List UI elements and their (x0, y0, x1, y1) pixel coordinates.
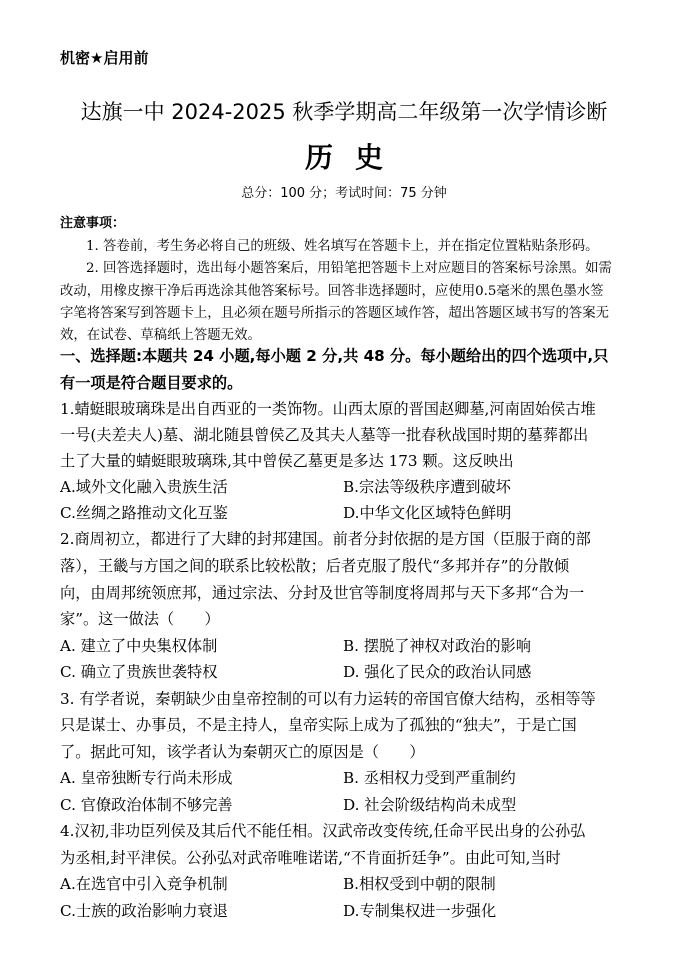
question-stem: 4.汉初,非功臣列侯及其后代不能任相。汉武帝改变传统,任命平民出身的公孙弘 (60, 822, 586, 840)
exam-title: 达旗一中 2024-2025 秋季学期高二年级第一次学情诊断 (80, 100, 608, 124)
question-stem: 土了大量的蜻蜓眼玻璃珠,其中曾侯乙墓更是多达 173 颗。这反映出 (60, 452, 514, 470)
note-line: 1. 答卷前，考生务必将自己的班级、姓名填写在答题卡上，并在指定位置粘贴条形码。 (86, 239, 599, 254)
section-heading: 一、选择题:本题共 24 小题,每小题 2 分,共 48 分。每小题给出的四个选项中,只 (60, 347, 609, 365)
option-c: C.丝绸之路推动文化互鉴 (60, 504, 228, 522)
question-stem: 向，由周邦统领庶邦，通过宗法、分封及世官等制度将周邦与天下多邦“合为一 (60, 584, 585, 602)
option-d: D. 社会阶级结构尚未成型 (343, 796, 517, 814)
confidential-label: 机密★启用前 (60, 49, 149, 67)
option-a: A.域外文化融入贵族生活 (60, 478, 228, 496)
subject-title: 历史 (304, 141, 405, 174)
option-d: D. 强化了民众的政治认同感 (343, 663, 532, 681)
notes-heading: 注意事项： (60, 216, 126, 231)
option-c: C.士族的政治影响力衰退 (60, 902, 228, 920)
question-stem: 了。据此可知，该学者认为秦朝灭亡的原因是（ ） (60, 743, 425, 761)
question-stem: 落），王畿与方国之间的联系比较松散；后者克服了殷代“多邦并存”的分散倾 (60, 557, 570, 575)
option-d: D.中华文化区域特色鲜明 (343, 504, 512, 522)
option-c: C. 确立了贵族世袭特权 (60, 663, 218, 681)
question-stem: 1.蜻蜓眼玻璃珠是出自西亚的一类饰物。山西太原的晋国赵卿墓,河南固始侯古堆 (60, 400, 596, 418)
question-stem: 2.商周初立，都进行了大肆的封邦建国。前者分封依据的是方国（臣服于商的部 (60, 530, 591, 548)
score-time-info: 总分：100 分；考试时间：75 分钟 (241, 186, 447, 201)
option-b: B.相权受到中朝的限制 (343, 875, 496, 893)
option-a: A.在选官中引入竞争机制 (60, 875, 228, 893)
option-d: D.专制集权进一步强化 (343, 902, 497, 920)
note-line: 2. 回答选择题时，选出每小题答案后，用铅笔把答题卡上对应题目的答案标号涂黑。如需 (86, 261, 612, 276)
option-a: A. 建立了中央集权体制 (60, 637, 218, 655)
question-stem: 一号(夫差夫人)墓、湖北随县曾侯乙及其夫人墓等一批春秋战国时期的墓葬都出 (60, 426, 589, 444)
question-stem: 只是谋士、办事员，不是主持人，皇帝实际上成为了孤独的“独夫”，于是亡国 (60, 716, 577, 734)
option-b: B. 摆脱了神权对政治的影响 (343, 637, 531, 655)
note-line: 字笔将答案写到答题卡上，且必须在题号所指示的答题区域作答，超出答题区域书写的答案无 (60, 306, 610, 321)
note-line: 效，在试卷、草稿纸上答题无效。 (60, 328, 261, 343)
question-stem: 3. 有学者说，秦朝缺少由皇帝控制的可以有力运转的帝国官僚大结构，丞相等等 (60, 690, 596, 708)
option-b: B. 丞相权力受到严重制约 (343, 769, 516, 787)
note-line: 改动，用橡皮擦干净后再选涂其他答案标号。回答非选择题时，应使用0.5毫米的黑色墨水签 (60, 284, 604, 299)
section-heading-cont: 有一项是符合题目要求的。 (60, 374, 243, 392)
option-c: C. 官僚政治体制不够完善 (60, 796, 233, 814)
option-a: A. 皇帝独断专行尚未形成 (60, 769, 233, 787)
question-stem: 家”。这一做法（ ） (60, 610, 220, 628)
option-b: B.宗法等级秩序遭到破坏 (343, 478, 511, 496)
question-stem: 为丞相,封平津侯。公孙弘对武帝唯唯诺诺,“不肯面折廷争”。由此可知,当时 (60, 849, 561, 867)
